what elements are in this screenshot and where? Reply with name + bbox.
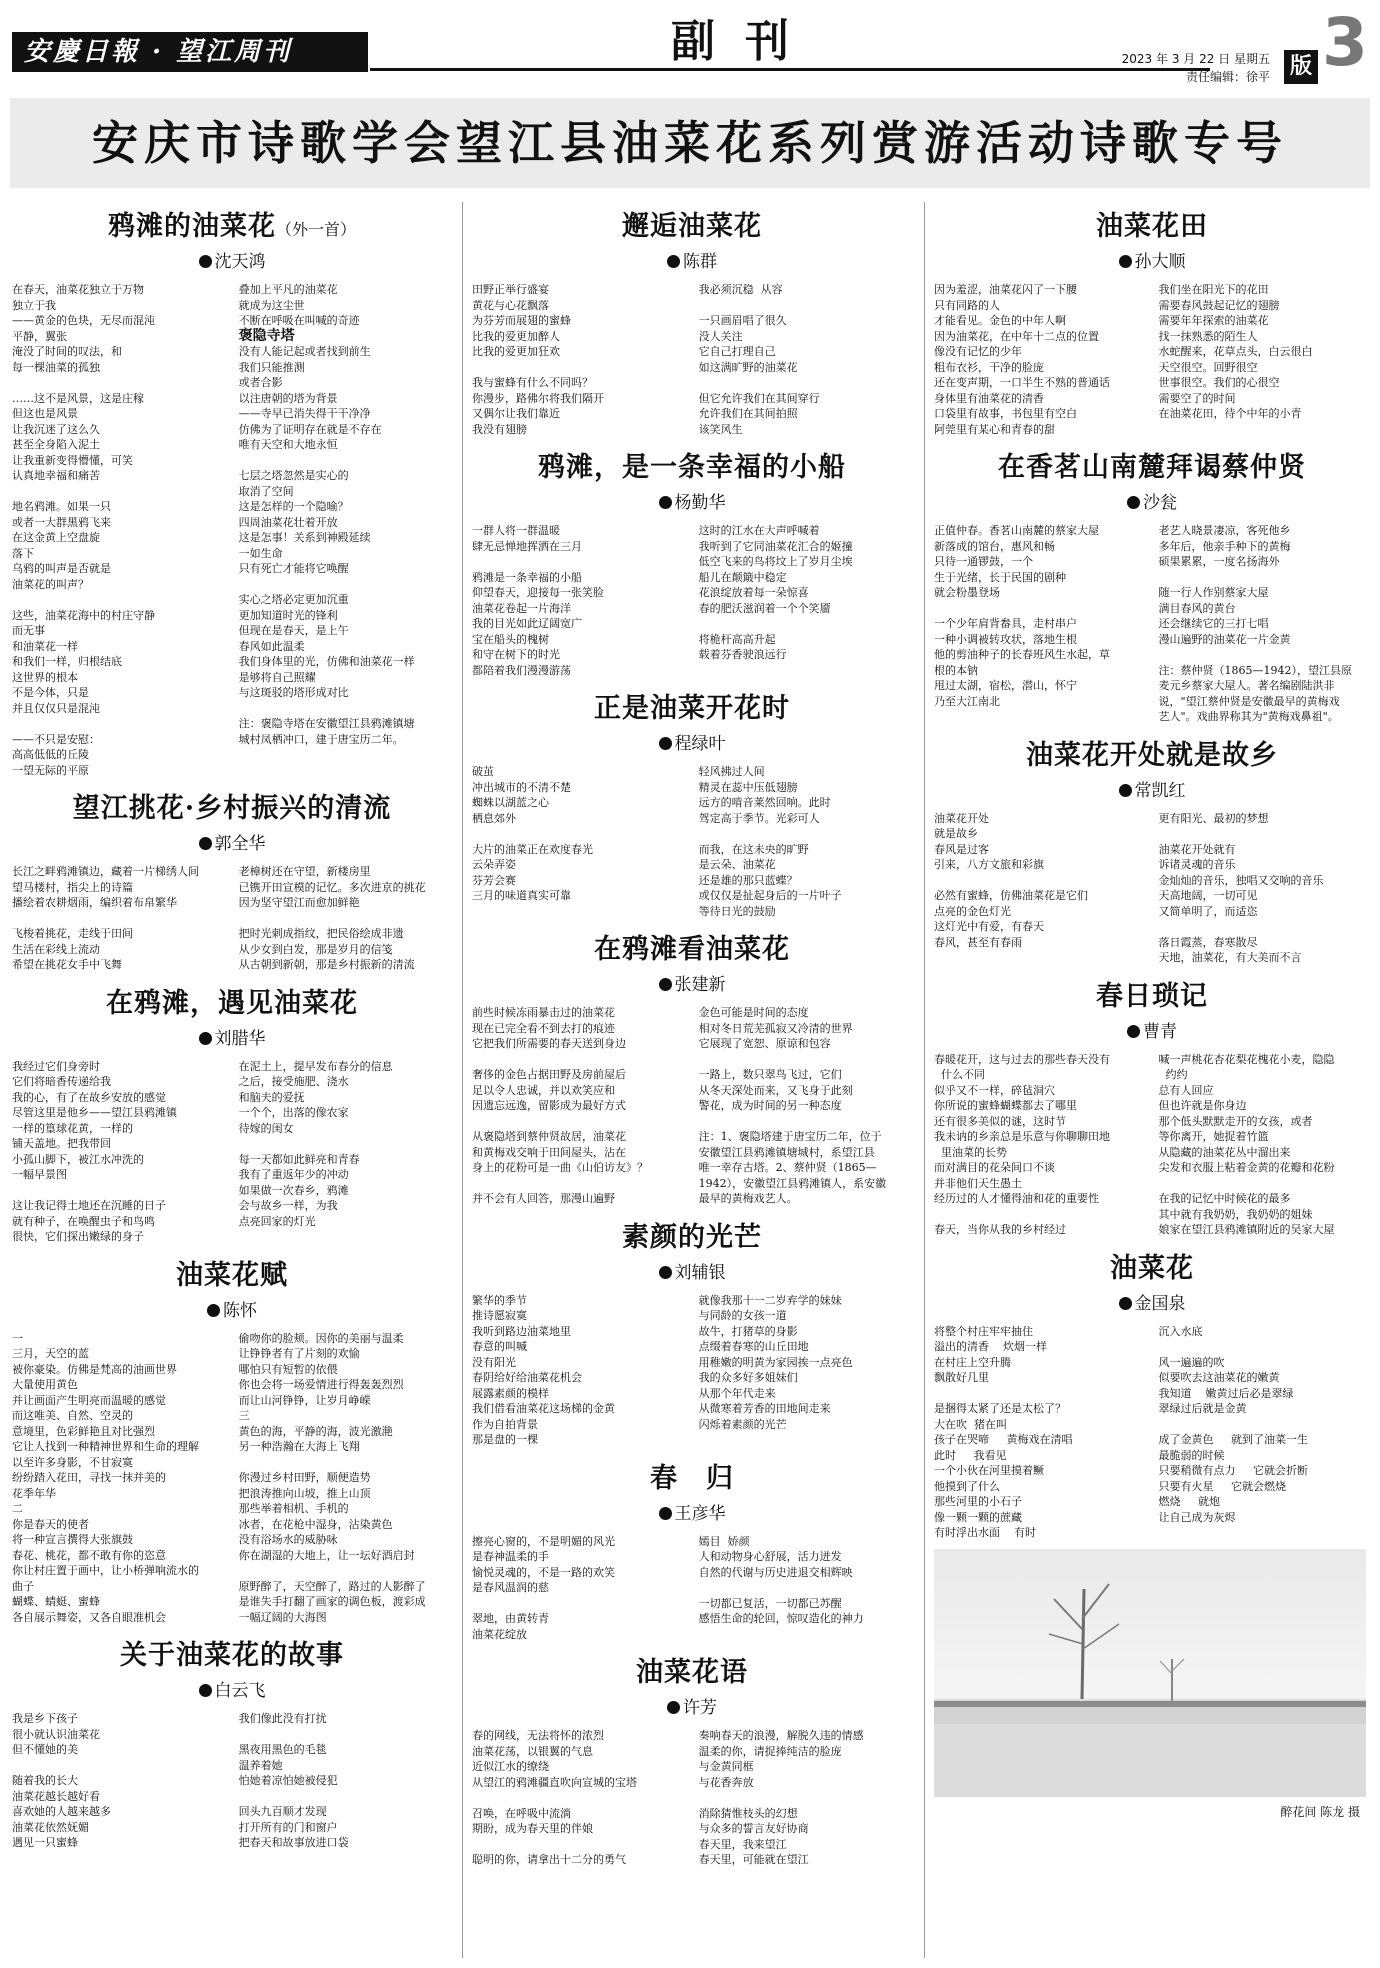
- poem-text-right: 老艺人晓景凄凉，客死他乡 多年后，他亲手种下的黄梅 硕果累累，一度名扬海外 随一行人作别蔡家大屋 满目春风的黄台 还会继续它的三打七唱 漫山遍野的油菜花一片金黄 注：蔡仲贤（1865—1942），望江县原 麦元乡蔡家大屋人。著名编剧陆洪非 说，"望江蔡仲贤是安徽最早的黄梅戏 艺人"。戏曲界称其为"黄梅戏鼻祖"。: [1158, 524, 1353, 723]
- article-wangjiang-tiaohua: [12, 786, 452, 973]
- poem-text: 擦亮心窗的，不是明媚的风光 是春神温柔的手 愉悦灵魂的，不是一路的欢笑 是春风温润的慈 翠地，由黄转青 油菜花绽放: [472, 1534, 615, 1641]
- poem-text-right: 金色可能是时间的态度 相对冬日荒芜孤寂又冷清的世界 它展现了宽恕、原谅和包容 一路上，数只翠鸟飞过，它们 从冬天深处而来，又飞身于此刻 警花，成为时间的另一种态度 注：1、褒隐塔建于唐宝历二年，位于 安徽望江县鸦滩镇塘城村，系望江县 唯一幸存古塔。2、蔡仲贤（1865— 1942），安徽望江县鸦滩镇人，系安徽 最早的黄梅戏艺人。: [698, 1006, 887, 1205]
- article-author: 刘腊华: [12, 1024, 452, 1049]
- poem-text: 破茧 冲出城市的不清不楚 蜘蛛以湖蓝之心 栖息郊外 大片的油菜正在欢度春光 云朵弄姿 芬芳会赛 三月的味道真实可靠: [472, 765, 593, 902]
- article-happy-boat: [472, 445, 912, 678]
- article-meet-rapeseed: [12, 981, 452, 1245]
- poem-text-right: 轻风拂过人间 精灵在蕊中压低翅膀 远方的啃音莱然回响。此时 驾定高于季节。光彩可人 而我，在这未央的旷野 是云朵、油菜花 还是雄的那只蓝蝶？ 或仅仅是扯起身后的一片叶子 等待日光的鼓励: [698, 765, 842, 918]
- article-author: 金国泉: [934, 1289, 1370, 1314]
- editor-credit: 责任编辑：徐平: [1185, 70, 1270, 84]
- masthead-rule: [370, 68, 1210, 71]
- article-yatan-rapeseed: [12, 204, 452, 778]
- poem-text: 一群人将一群温暖 肆无忌惮地挥洒在三月 鸦滩是一条幸福的小船 仰望春天，迎接每一张笑脸 油菜花卷起一片海洋 我的目光如此辽阔宽广 宝在船头的槐树 和守在树下的时光 都陪着我们漫漫游荡: [472, 524, 604, 677]
- poem-text-right: 偷吻你的脸颊。因你的美丽与温柔 让铮铮者有了片刻的欢愉 哪怕只有短暂的依偎 你也会将一场爱情进行得轰轰烈烈 而让山河铮铮，让岁月峥嵘 三 黄色的海，平静的海，波光激滟 另一种浩瀚在大海上飞翔 你漫过乡村田野，顺便造势 把浪涛推向山坡，推上山顶 那些举着相机、手机的 冰者，在花枪中湿身，沾染黄色 没有浴场水的威胁咏 你在湖湿的大地上，让一坛好酒启封 原野醉了，天空醉了，路过的人影醉了 是谁失手打翻了画家的调色板，渡彩成 一幅辽阔的大海图: [238, 1331, 426, 1624]
- article-rapeseed-fu: [12, 1253, 452, 1626]
- poem-text-right: 喊一声桃花杏花梨花槐花小麦，隐隐 约约 总有人回应 但也许就是你身边 那个低头默默走开的女孩，或者 等你离开，她捉着竹篮 从隐藏的油菜花丛中溜出来 尖发和衣服上粘着金黄的花瓣和花粉 在我的记忆中时候花的最多 其中就有我奶奶，我奶奶的姐妹 娘家在望江县鸦滩镇附近的吴家大屋: [1158, 1052, 1335, 1236]
- poem-text-right: 老樟树还在守望，新楼房里 已镌开田宣模的记忆。多次进京的挑花 因为坚守望江而愈加鲜艳 把时光刺成指纹，把民俗绘成非遗 从少女到白发，那是岁月的信笺 从古朝到新朝，那是乡村振新的清流: [238, 865, 426, 971]
- article-author: 刘辅银: [472, 1258, 912, 1283]
- article-author: 陈群: [472, 247, 912, 272]
- article-rapeseed-field: [934, 204, 1370, 437]
- article-body: [12, 1331, 452, 1626]
- article-title: 油菜花田: [1096, 211, 1208, 242]
- article-author: 白云飞: [12, 1676, 452, 1701]
- article-title: 油菜花赋: [176, 1259, 288, 1291]
- article-hometown: [934, 733, 1370, 966]
- poem-text: 繁华的季节 推诗愿寂寞 我听到路边油菜地里 春意的叫喊 没有阳光 春阴给好给油菜花机会 展露素颜的模样 我们借看油菜花这场梯的金黄 作为自拍背景 那是盘的一棵: [472, 1293, 615, 1446]
- article-watch-rapeseed: [472, 927, 912, 1207]
- rapeseed-field-photo: [934, 1549, 1366, 1797]
- poem-text: 油菜花开处 就是故乡 春风是过客 引来，八方文旅和彩旗 必然有蜜蜂，仿佛油菜花是它们 点亮的金色灯光 这灯光中有爱，有春天 春风，甚至有春雨: [934, 811, 1088, 949]
- poem-text-right: 就像我那十一二岁弃学的妹妹 与同龄的女孩一道 故牛，打猪草的身影 点缀着春寒的山丘田地 用稚嫩的明黄为家园挨一点亮色 我的众多好多姐妹们 从那个年代走来 从微寒着芳香的田地间走来 闪烁着素颜的光芒: [698, 1293, 853, 1431]
- poem-text: 因为羞涩，油菜花闪了一下腰 只有同路的人 才能看见。金色的中年人啊 因为油菜花，在中年十二点的位置 像没有记忆的少年 粗布衣衫，干净的脸庞 还在变声期，一口半生不熟的普通话 身体里有油菜花的清香 口袋里有故事，书包里有空白 阿莞里有某心和青春的甜: [934, 283, 1110, 436]
- column-left: [12, 198, 452, 1960]
- article-body: [472, 523, 912, 678]
- article-author: 陈怀: [12, 1296, 452, 1321]
- article-plain-light: [472, 1215, 912, 1448]
- article-author: 沙瓮: [934, 488, 1370, 513]
- article-title: 在鸦滩，遇见油菜花: [106, 987, 358, 1019]
- article-rapeseed-story: [12, 1633, 452, 1851]
- poem-text: 将整个村庄牢牢抽住 溢出的清香 炊烟一样 在村庄上空升腾 飘散好几里 是捆得太紧了还是太松了？ 大在吹 猪在叫 孩子在哭啼 黄梅戏在清唱 此时 我看见 一个小伙在河里摸着鳜 他摸到了什么 那些河里的小石子 像一颗一颗的蔗藏 有时浮出水面 有时: [934, 1324, 1073, 1539]
- poem-text-right: 我们像此没有打扰 黑夜用黑色的毛毯 温养着她 怕她着凉怕她被侵犯 回头九百顺才发现 打开所有的门和窗户 把春天和故事放进口袋: [238, 1712, 349, 1849]
- poem-text: 春暖花开，这与过去的那些春天没有 什么不同 似乎又不一样，碎毡洞穴 你所说的蜜蜂蝴蝶都去了哪里 还有很多美似的谜，这时节 我未讷的乡亲总是乐意与你聊聊田地 里油菜的长势 而对满目的花朵间口不谈 并非他们天生愚土 经历过的人才懂得油和花的重要性 春天，当你从我的乡村经过: [934, 1052, 1110, 1236]
- masthead: [10, 4, 1370, 86]
- article-author: 张建新: [472, 970, 912, 995]
- poem-text-right: 我们坐在阳光下的花田 需要春风鼓起记忆的翅膀 需要年年探索的油菜花 找一抹熟悉的陌生人 水蛇醒来，花草点头，白云很白 天空很空。回野很空 世事很空。我们的心很空 需要空了的时间 在油菜花田，待个中年的小青: [1158, 283, 1313, 420]
- article-body: [934, 1052, 1370, 1238]
- article-body: [472, 1293, 912, 1448]
- article-cai-zhongxian: [934, 445, 1370, 725]
- article-title: 邂逅油菜花: [622, 211, 762, 242]
- article-author: 王彦华: [472, 1499, 912, 1524]
- article-title: 春 归: [650, 1462, 734, 1494]
- article-body: [12, 1711, 452, 1851]
- article-body: [472, 1005, 912, 1207]
- article-title: 关于油菜花的故事: [120, 1640, 344, 1671]
- article-spring-notes: [934, 974, 1370, 1238]
- poem-text: 在春天，油菜花独立于万物 独立于我 ——黄金的色块，无尽而混沌 平静，翼张 淹没了时间的叹法，和 每一棵油菜的孤独 ……这不是风景，这是庄稼 但这也是风景 让我沉迷了这么久 甚至全身陷入泥土 让我重新变得懵懂，可笑 认真地幸福和痛苦 地名鸦滩。如果一只 或者一大群黑鸦飞来 在这金黄上空盘旋 落下 乌鸦的叫声是否就是 油菜花的叫声？ 这些，油菜花海中的村庄守静 而无事 和油菜花一样 和我们一样，归根结底 这世界的根本 不是今体，只是 并且仅仅只是混沌 ——不只是安慰： 高高低低的丘陵 一望无际的平原: [12, 283, 155, 777]
- article-spring-return: [472, 1456, 912, 1643]
- poem-text: 我是乡下孩子 很小就认识油菜花 但不懂她的美 随着我的长大 油菜花越长越好看 喜欢她的人越来越多 油菜花依然妩媚 遇见一只蜜蜂: [12, 1712, 111, 1849]
- article-title: 正是油菜开花时: [594, 693, 790, 724]
- poem-text: 春的网线，无法将怀的浓烈 油菜花荡，以银翼的气息 近似江水的缭绕 从望江的鸦滩疆直吹向宣城的宝塔 召唤，在呼吸中流淌 期盼，成为春天里的伴娘 聪明的你，请拿出十二分的勇气: [472, 1729, 637, 1866]
- page-number: 3: [1322, 4, 1368, 81]
- poem-text: 正值仲春。香茗山南麓的蔡家大屋 新落成的馆台，惠风和畅 只待一通锣鼓，一个 生于光绪，长于民国的剧种 就会粉墨登场 一个少年肩背畚具，走村串户 一种小调被转攻状，落地生根 他的剪油种子的长春班风生水起，草 根的本钠 甩过太湖，宿松，潜山，怀宁 乃至大江南北: [934, 524, 1110, 708]
- poem-text-right: 嫣目 娇颜 人和动物身心舒展，活力迸发 自然的代谢与历史进退交相辉映 一切都已复活，一切都已苏醒 感悟生命的轮回，惊叹造化的神力: [698, 1534, 864, 1625]
- article-title: 油菜花语: [636, 1657, 748, 1688]
- article-author: 沈天鸿: [12, 247, 452, 272]
- poem-text-right: 沉入水底 风一遍遍的吹 似要吹去这油菜花的嫩黄 我知道 嫩黄过后必是翠绿 翠绿过后就是金黄 成了金黄色 就到了油菜一生 最脆弱的时候 只要稍微有点力 它就会折断 只要有火星 它就会燃烧 燃烧 就炮 让自己成为灰烬: [1158, 1324, 1309, 1524]
- poem-subheading: 褒隐寺塔: [238, 327, 295, 344]
- section-title: 副刊: [665, 16, 825, 68]
- article-body: [934, 282, 1370, 437]
- article-blooming-time: [472, 686, 912, 919]
- poem-text-right: 这时的江水在大声呼喊着 我听到了它同油菜花汇合的姬撞 低空飞来的鸟将坟上了岁月尘埃 船儿在颠簸中稳定 花浪绽放着每一朵惊喜 春的肥沃滋润着一个个笑靥 将桅杆高高升起 载着芬香驶浪远行: [698, 524, 853, 661]
- article-body: [934, 523, 1370, 725]
- poem-text-right: 在泥土上，提早发布春分的信息 之后，接受施肥、浇水 和脑夫的爱抚 一个个，出落的像农家 待嫁的闺女 每一天都如此鲜亮和青春 我有了重返年少的冲动 如果做一次春乡，鸦滩 会与故乡一样，为我 点亮回家的灯光: [238, 1059, 393, 1228]
- article-title: 春日琐记: [1096, 980, 1208, 1012]
- article-title: 望江挑花·乡村振兴的清流: [72, 793, 392, 824]
- article-author: 许芳: [472, 1693, 912, 1718]
- article-author: 杨勤华: [472, 488, 912, 513]
- article-body: [472, 282, 912, 437]
- article-author: 郭全华: [12, 829, 452, 854]
- poem-text-right: 叠加上平凡的油菜花 就成为这尘世 不断在呼吸在叫喊的奇迹 褒隐寺塔 没有人能记起或者找到前生 我们只能推测 或者合影 以注唐朝的塔为背景 ——寺早已消失得干干净净 仿佛为了证明存在就是不存在 唯有天空和大地永恒 七层之塔忽然是实心的 取消了空间 这是怎样的一个隐喻？ 四周油菜花壮着开放 这是怎事！关系到神殿延续 一如生命 只有死亡才能将它唤醒 实心之塔必定更加沉重 更加知道时光的锋利 但现在是春天，是上午 春风如此温柔 我们身体里的光，仿佛和油菜花一样 是够将自己照耀 与这斑驳的塔形成对比 注：褒隐寺塔在安徽望江县鸦滩镇塘 城村凤栖冲口，建于唐宝历二年。: [238, 283, 415, 746]
- column-divider: [924, 202, 925, 1958]
- photo-illustration: [934, 1549, 1366, 1797]
- article-body: [472, 1728, 912, 1868]
- article-author: 常凯红: [934, 776, 1370, 801]
- special-issue-banner: 安庆市诗歌学会望江县油菜花系列赏游活动诗歌专号: [10, 98, 1370, 188]
- article-rapeseed: [934, 1246, 1370, 1541]
- article-title: 在鸦滩看油菜花: [594, 934, 790, 965]
- article-body: [934, 811, 1370, 966]
- article-title: 鸦滩的油菜花（外一首）: [107, 211, 356, 242]
- article-title: 鸦滩，是一条幸福的小船: [538, 452, 846, 483]
- poem-text: 一 三月，天空的蓝 被你豪染。仿佛是梵高的油画世界 大量使用黄色 并让画面产生明亮而温暖的感觉 而这唯美、自然、空灵的 意境里，色彩鲜艳且对比强烈 它让人找到一种精神世界和生命的理解 以至许多身影，不甘寂寞 纷纷踏入花田，寻找一抹并美的 花季年华 二 你是春天的使者 将一种宣言撰得大张旗鼓 春花、桃花，都不敢有你的恣意 你让村庄置于画中，让小桥弹响流水的 曲子 蝴蝶、蜻蜓、蜜蜂 各自展示舞姿，又各自眼准机会: [12, 1331, 199, 1624]
- masthead-brand: 安慶日報 · 望江周刊: [12, 32, 368, 72]
- article-title: 油菜花开处就是故乡: [1026, 739, 1278, 771]
- article-body: [472, 1534, 912, 1643]
- poem-text-right: 更有阳光、最初的梦想 油菜花开处就有 诉诸灵魂的音乐 金灿灿的音乐，独唱又交响的音乐 天高地阔，一切可见 又简单明了，而适恣 落日霞蒸，春寒散尽 天地，油菜花，有大美而不言: [1158, 811, 1324, 964]
- article-encounter: [472, 204, 912, 437]
- column-divider: [462, 202, 463, 1958]
- article-author: 孙大顺: [934, 247, 1370, 272]
- article-body: [12, 864, 452, 973]
- issue-date: 2023 年 3 月 22 日 星期五: [1121, 52, 1270, 66]
- article-title: 油菜花: [1110, 1252, 1194, 1284]
- article-title: 素颜的光芒: [622, 1221, 762, 1253]
- article-body: [934, 1324, 1370, 1541]
- column-right: [934, 198, 1370, 1960]
- article-author: 曹青: [934, 1017, 1370, 1042]
- poem-text: 我经过它们身旁时 它们将暗香传递给我 我的心，有了在故乡安放的感觉 尽管这里是他乡——望江县鸦滩镇 一样的篁球花黄，一样的 铺天盖地。把我带回 小孤山脚下，被江水冲洗的 一幅早景图 这让我记得土地还在沉睡的日子 就有种子，在唤醒虫子和鸟鸣 很快，它们探出嫩绿的身子: [12, 1059, 177, 1243]
- poem-text-right: 奏响春天的浪漫，解脱久违的情感 温柔的你，请捉捧纯洁的脸庞 与金黄同框 与花香奔放 消除猜惟枝头的幻想 与众多的誓言友好协商 春天里，我来望江 春天里，可能就在望江: [698, 1729, 864, 1866]
- article-body: [12, 282, 452, 778]
- poem-text: 田野正举行盛宴 黄花与心花飘落 为芬芳而展翅的蜜蜂 比我的爱更加醉人 比我的爱更加狂欢 我与蜜蜂有什么不同吗？ 你漫步，路佛尔将我们隔开 又偶尔让我们靠近 我没有翅膀: [472, 283, 604, 436]
- photo-caption: 醉花间 陈龙 摄: [1280, 1804, 1360, 1819]
- article-author: 程绿叶: [472, 729, 912, 754]
- article-body: [472, 764, 912, 919]
- page-label: 版: [1284, 50, 1318, 84]
- article-body: [12, 1059, 452, 1245]
- column-middle: [472, 198, 912, 1960]
- article-title: 在香茗山南麓拜谒蔡仲贤: [998, 452, 1306, 483]
- poem-text-right: 我必须沉稳 从容 一只画眉唱了很久 没人关注 它自己打理自己 如这满旷野的油菜花 但它允许我们在其间穿行 允许我们在其间拍照 该笑风生: [698, 283, 820, 436]
- article-flower-language: [472, 1650, 912, 1868]
- poem-text: 长江之畔鸦滩镇边，藏着一片梯绣人间 望马楼村，指尖上的诗篇 播绘着农耕烟雨，编织着布帛繁华 飞梭着挑花，走线于田间 生活在彩线上流动 希望在挑花女手中飞舞: [12, 865, 199, 971]
- poem-text: 前些时候冻雨暴击过的油菜花 现在已完全看不到去打的痕迹 它把我们所需要的春天送到身边 奢侈的金色占据田野及房前屋后 足以令人忠诚，并以欢笑应和 因遗忘远逸，留影成为最好方式 从褒隐塔到蔡仲贤故居，油菜花 和黄梅戏交响于田间屋头，沾在 身上的花粉可是一曲《山伯访友》？ 并不会有人回答，那漫山遍野: [472, 1006, 648, 1205]
